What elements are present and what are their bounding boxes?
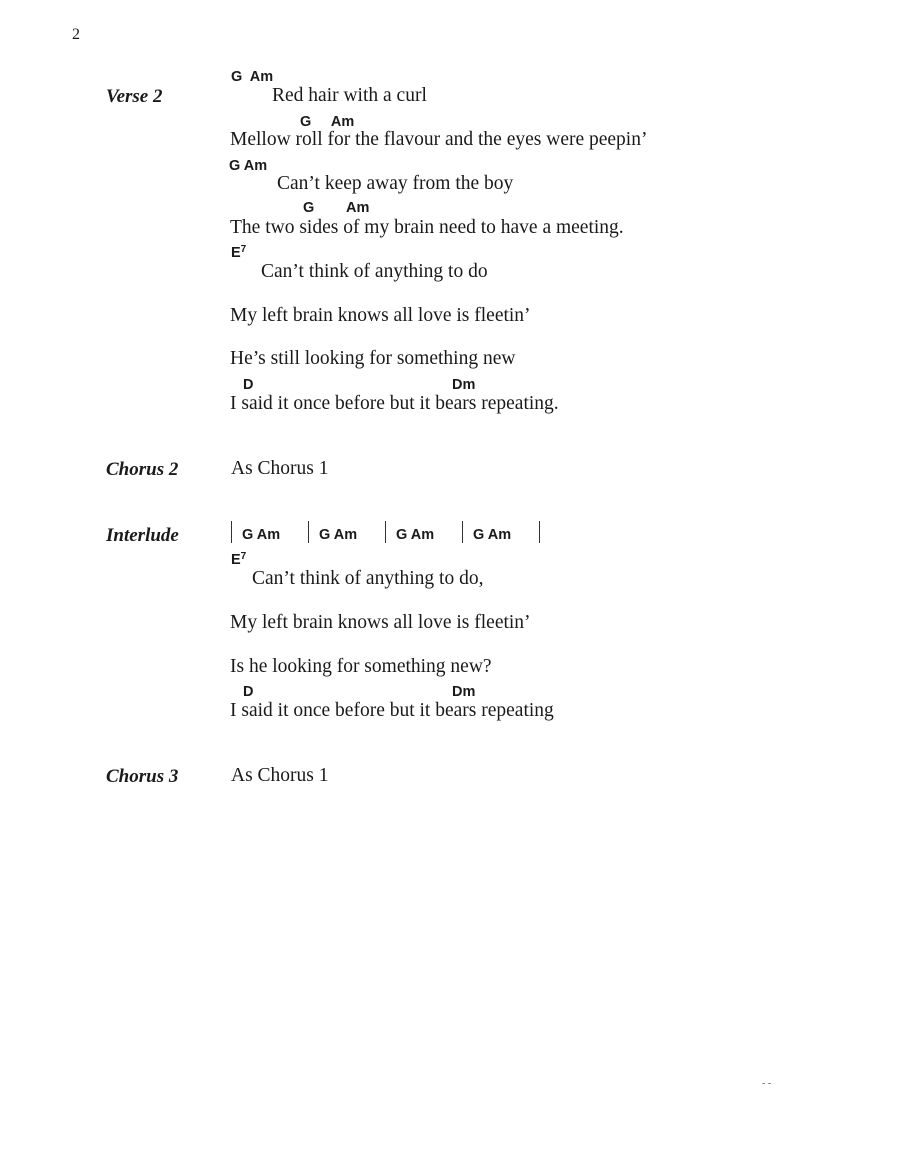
section-label-chorus-3: Chorus 3 bbox=[106, 766, 179, 787]
chord-line: G Am bbox=[229, 158, 268, 174]
lyric-line: Can’t think of anything to do, bbox=[252, 568, 484, 589]
lyric-line: Red hair with a curl bbox=[272, 85, 427, 106]
bar-line bbox=[539, 521, 540, 543]
chorus-reference: As Chorus 1 bbox=[231, 458, 329, 479]
chord-e: E bbox=[231, 245, 241, 261]
chorus-reference: As Chorus 1 bbox=[231, 765, 329, 786]
page-number: 2 bbox=[72, 26, 80, 43]
lyric-line: Is he looking for something new? bbox=[230, 656, 492, 677]
chord-line bbox=[231, 244, 246, 261]
bar-chords: G Am bbox=[396, 527, 435, 543]
lyric-line: Can’t think of anything to do bbox=[261, 261, 488, 282]
chord-line bbox=[231, 551, 246, 568]
chord-e: E bbox=[231, 552, 241, 568]
bar-line bbox=[308, 521, 309, 543]
bar-line bbox=[231, 521, 232, 543]
bar-line bbox=[385, 521, 386, 543]
bar-chords: G Am bbox=[473, 527, 512, 543]
section-label-chorus-2: Chorus 2 bbox=[106, 459, 179, 480]
chord-dm: Dm bbox=[452, 377, 476, 393]
bar-chords: G Am bbox=[242, 527, 281, 543]
chord-line: G Am bbox=[303, 200, 370, 216]
lyric-line: Can’t keep away from the boy bbox=[277, 173, 514, 194]
chord-line: G Am bbox=[300, 114, 355, 130]
lyric-line: He’s still looking for something new bbox=[230, 348, 516, 369]
chord-line: G Am bbox=[231, 69, 274, 85]
section-label-interlude: Interlude bbox=[106, 525, 179, 546]
chord-d: D bbox=[243, 377, 254, 393]
section-label-verse-2: Verse 2 bbox=[106, 86, 163, 107]
lyric-line: My left brain knows all love is fleetin’ bbox=[230, 612, 531, 633]
corner-mark: - - bbox=[762, 1078, 772, 1089]
lyric-line: I said it once before but it bears repeating. bbox=[230, 393, 559, 414]
bar-line bbox=[462, 521, 463, 543]
chord-superscript: 7 bbox=[240, 551, 247, 562]
chord-d: D bbox=[243, 684, 254, 700]
chord-superscript: 7 bbox=[240, 244, 247, 255]
lyric-line: I said it once before but it bears repeating bbox=[230, 700, 554, 721]
lyric-line: The two sides of my brain need to have a meeting. bbox=[230, 217, 624, 238]
bar-chords: G Am bbox=[319, 527, 358, 543]
chord-dm: Dm bbox=[452, 684, 476, 700]
lyric-line: My left brain knows all love is fleetin’ bbox=[230, 305, 531, 326]
lyric-line: Mellow roll for the flavour and the eyes were peepin’ bbox=[230, 129, 648, 150]
